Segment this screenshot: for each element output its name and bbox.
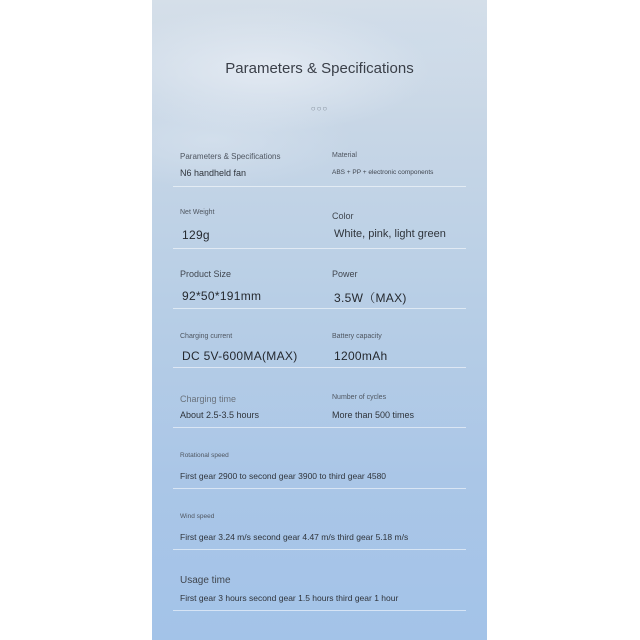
spec-value: 129g (182, 228, 210, 242)
divider (173, 248, 466, 249)
spec-label: Product Size (180, 269, 232, 279)
spec-label: Battery capacity (332, 333, 382, 340)
divider (173, 610, 466, 611)
spec-label: Charging time (180, 394, 237, 404)
divider (173, 367, 466, 368)
spec-value: White, pink, light green (334, 228, 446, 240)
spec-value: 1200mAh (334, 349, 388, 363)
divider (173, 488, 466, 489)
spec-value: First gear 3.24 m/s second gear 4.47 m/s third gear 5.18 m/s (180, 532, 409, 542)
spec-value: First gear 3 hours second gear 1.5 hours third gear 1 hour (180, 593, 399, 603)
spec-value: About 2.5-3.5 hours (180, 410, 260, 420)
spec-panel (152, 0, 487, 640)
spec-value: DC 5V-600MA(MAX) (182, 349, 298, 363)
divider (173, 186, 466, 187)
spec-label: Color (332, 211, 354, 221)
spec-value: 3.5W（MAX) (334, 291, 407, 305)
spec-label: Charging current (180, 333, 233, 340)
spec-value: N6 handheld fan (180, 168, 247, 178)
spec-value: ABS + PP + electronic components (332, 169, 434, 176)
divider (173, 549, 466, 550)
spec-label: Usage time (180, 575, 231, 586)
spec-value: First gear 2900 to second gear 3900 to third gear 4580 (180, 471, 387, 481)
page-title: Parameters & Specifications (225, 60, 414, 77)
spec-value: More than 500 times (332, 410, 415, 420)
spec-label: Parameters & Specifications (180, 152, 281, 161)
decorative-dots: ○○○ (310, 104, 329, 113)
spec-value: 92*50*191mm (182, 289, 262, 303)
divider (173, 427, 466, 428)
spec-label: Number of cycles (332, 394, 387, 401)
spec-label: Net Weight (180, 209, 215, 216)
spec-label: Rotational speed (180, 452, 229, 459)
spec-label: Material (332, 152, 357, 159)
divider (173, 308, 466, 309)
spec-label: Wind speed (180, 513, 215, 520)
spec-label: Power (332, 269, 358, 279)
